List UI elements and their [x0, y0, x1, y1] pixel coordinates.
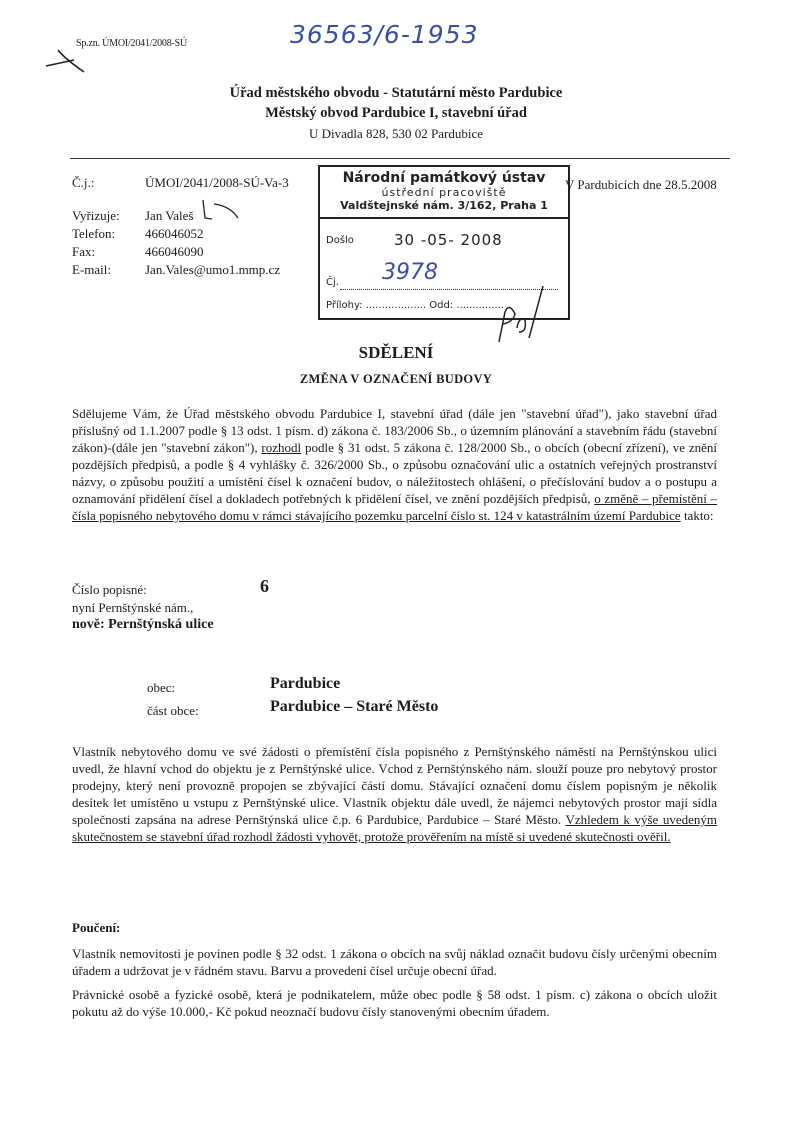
- decision-text-b: podle § 31 odst. 5 zákona č. 128/2000 Sb., o obcích (obecní zřízení), ve znění pozdějších předpisů, a podle § 4 vyhlášky č. 326/2000 Sb., o způsobu označování ulic a ostatních veřejných prostranství názvy, o způsobu použití a umístění čísel k označení budov, o náležitostech ohlášení, o přečíslování budov a o postupu a oznamování přidělení čísel a dokladech potřebných k přidělení čísel, ve znění pozdějších předpisů,: [72, 440, 717, 506]
- decision-subject: o změně – přemístění – čísla popisného nebytového domu v rámci stávajícího pozemku parcelní číslo st. 124 v katastrálním území Pardubice: [72, 491, 717, 523]
- phone-label: Telefon:: [72, 226, 116, 241]
- file-reference: Sp.zn. ÚMOI/2041/2008-SÚ: [76, 38, 188, 49]
- old-address: nyní Pernštýnské nám.,: [72, 600, 194, 615]
- stamp-address: Valdštejnské nám. 3/162, Praha 1: [340, 199, 548, 212]
- fax-value: 466046090: [145, 244, 204, 259]
- cj-label: Č.j.:: [72, 175, 95, 190]
- fax-label: Fax:: [72, 244, 96, 259]
- handler-label: Vyřizuje:: [72, 208, 120, 223]
- instructions-paragraph-1: Vlastník nemovitosti je povinen podle § 32 odst. 1 zákona o obcích na svůj náklad označit budovu čísly určenými obecním úřadem a udržovat je v řádném stavu. Barvu a provedení čísel určuje obecní úřad.: [72, 946, 717, 978]
- stamp-cj-label: Čj.: [326, 277, 339, 288]
- cj-value: ÚMOI/2041/2008-SÚ-Va-3: [145, 175, 289, 190]
- email-label: E-mail:: [72, 262, 111, 277]
- stamp-header: [320, 167, 568, 219]
- email-value: Jan.Vales@umo1.mmp.cz: [145, 262, 281, 277]
- handwritten-hook-mark: [44, 46, 94, 76]
- stamp-dept: ústřední pracoviště: [381, 186, 507, 199]
- office-address: U Divadla 828, 530 02 Pardubice: [308, 126, 484, 141]
- place-and-date: V Pardubicích dne 28.5.2008: [565, 177, 717, 192]
- document-subtitle: ZMĚNA V OZNAČENÍ BUDOVY: [299, 372, 493, 386]
- handler-signature: [200, 198, 242, 222]
- instructions-paragraph-2: Právnické osobě a fyzické osobě, která je podnikatelem, může obec podle § 58 odst. 1 písm. c) zákona o obcích uložit pokutu až do výše 10.000,- Kč pokud neoznačí budovu čísly stanovenými obecním úřadem.: [72, 987, 717, 1019]
- stamp-org: Národní památkový ústav: [342, 170, 546, 186]
- house-number-label: Číslo popisné:: [72, 582, 147, 597]
- justification-text: Vlastník nebytového domu ve své žádosti o přemístění čísla popisného z Pernštýnského náměstí na Pernštýnskou ulici uvedl, že hlavní vchod do objektu je z Pernštýnské ulice. Vchod z Pernštýnského nám. slouží pouze pro nebytový prostor prodejny, který není provozně propojen se zbývající částí domu. Stávající označení domu číslem popisným je několik desítek let umístěno u vstupu z Pernštýnské ulice. Vlastník objektu dále uvedl, že nájemci nebytových prostor mají sídla společnosti zapsána na adrese Pernštýnská ulice č.p. 6 Pardubice, Pardubice – Staré Město.: [72, 744, 717, 827]
- stamp-initials-mark: [495, 282, 545, 347]
- stamp-received-date: 30 -05- 2008: [394, 231, 503, 249]
- document-title: SDĚLENÍ: [358, 343, 434, 362]
- handler-value: Jan Valeš: [145, 208, 194, 223]
- house-number-value: 6: [260, 576, 269, 596]
- office-name: Úřad městského obvodu - Statutární město Pardubice: [229, 85, 563, 101]
- decision-rozhodl: rozhodl: [261, 440, 302, 455]
- handwritten-registry-number: 36563/6-1953: [290, 20, 479, 49]
- justification-conclusion: Vzhledem k výše uvedeným skutečnostem se stavební úřad rozhodl žádosti vyhovět, protože prověřením na místě si uvedené skutečnosti ověřil.: [72, 812, 718, 844]
- municipality-value: Pardubice: [270, 675, 341, 692]
- justification-paragraph: [72, 743, 717, 845]
- district-label: část obce:: [147, 703, 199, 718]
- stamp-attachments: Přílohy: ................... Odd: ...............: [326, 300, 505, 311]
- municipality-label: obec:: [147, 680, 176, 695]
- phone-value: 466046052: [145, 226, 204, 241]
- decision-text-a: Sdělujeme Vám, že Úřad městského obvodu Pardubice I, stavební úřad (dále jen "stavební úřad"), jako stavební úřad příslušný od 1.1.2007 podle § 13 odst. 1 písm. d) zákona č. 183/2006 Sb., o územním plánování a stavebním řádu (stavební zákon)-(dále jen "stavební zákon"),: [72, 406, 717, 455]
- office-department: Městský obvod Pardubice I, stavební úřad: [265, 105, 527, 121]
- district-value: Pardubice – Staré Město: [270, 698, 439, 715]
- stamp-cj-number: 3978: [382, 260, 438, 285]
- decision-text-c: takto:: [680, 508, 714, 523]
- header-divider: [70, 158, 730, 159]
- decision-paragraph: [72, 405, 717, 524]
- new-address: nově: Pernštýnská ulice: [72, 617, 214, 632]
- stamp-received-label: Došlo: [326, 235, 354, 246]
- instructions-heading: Poučení:: [72, 920, 121, 935]
